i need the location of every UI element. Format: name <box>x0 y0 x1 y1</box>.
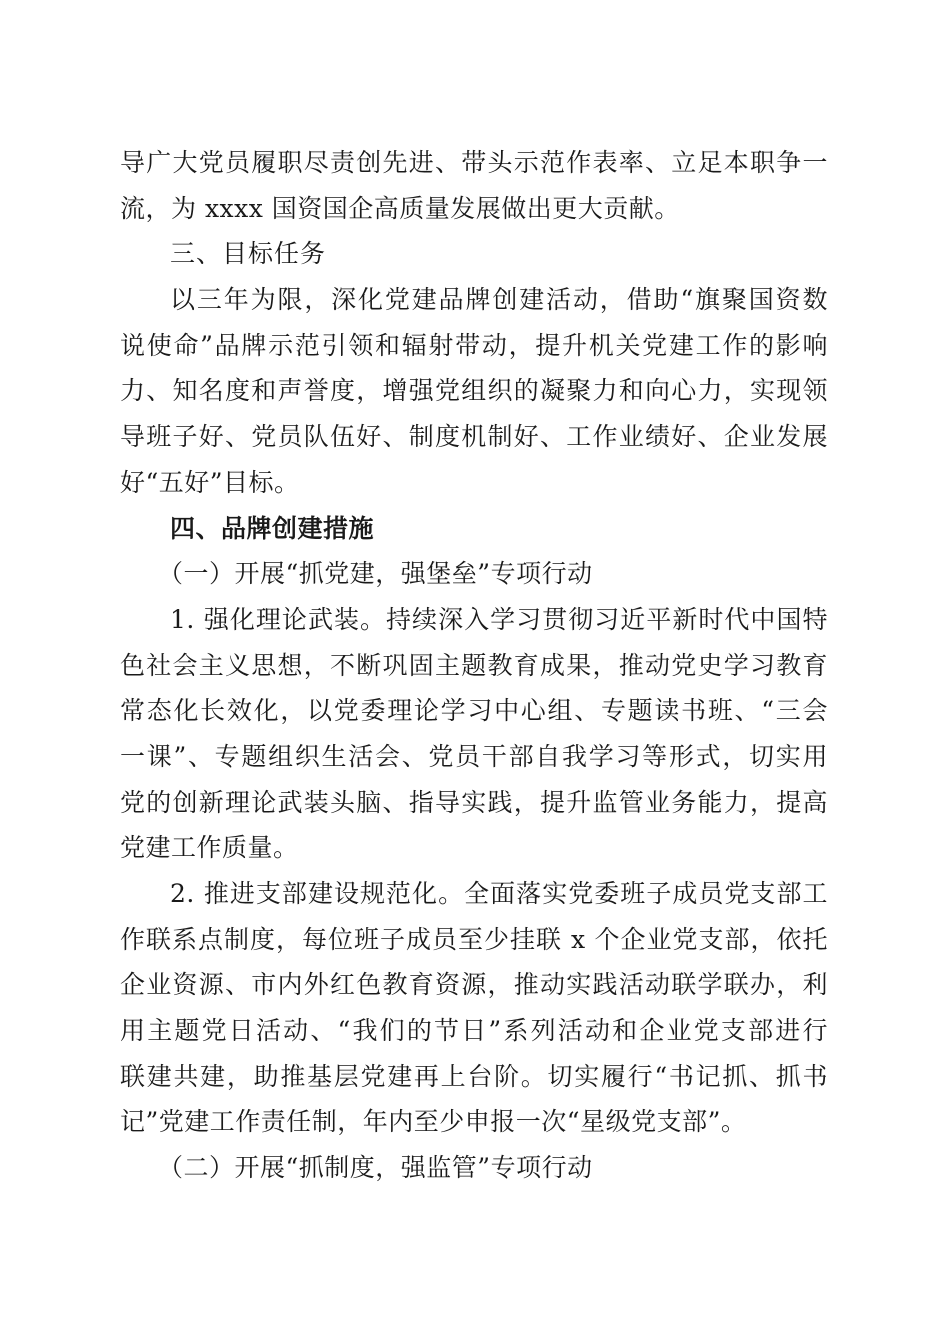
body-text-line: 以三年为限，深化党建品牌创建活动，借助“旗聚国资数 <box>170 285 828 315</box>
body-text-line: 党的创新理论武装头脑、指导实践，提升监管业务能力，提高 <box>120 787 828 817</box>
body-text-line: 流，为 xxxx 国资国企高质量发展做出更大贡献。 <box>120 193 680 223</box>
body-text-line: 好“五好”目标。 <box>120 467 300 497</box>
body-text-line: 联建共建，助推基层党建再上台阶。切实履行“书记抓、抓书 <box>120 1061 828 1091</box>
body-text-line: 导班子好、党员队伍好、制度机制好、工作业绩好、企业发展 <box>120 422 828 452</box>
section-heading-objectives: 三、目标任务 <box>170 239 327 269</box>
body-text-line: 企业资源、市内外红色教育资源，推动实践活动联学联办，利 <box>120 970 828 1000</box>
body-text-line: 用主题党日活动、“我们的节日”系列活动和企业党支部进行 <box>120 1016 828 1046</box>
body-text-line: 记”党建工作责任制，年内至少申报一次“星级党支部”。 <box>120 1107 747 1137</box>
body-text-line: 一课”、专题组织生活会、党员干部自我学习等形式，切实用 <box>120 741 828 771</box>
body-text-line: 导广大党员履职尽责创先进、带头示范作表率、立足本职争一 <box>120 148 828 177</box>
body-text-line: 1. 强化理论武装。持续深入学习贯彻习近平新时代中国特 <box>170 604 828 634</box>
subsection-heading-supervision: （二）开展“抓制度，强监管”专项行动 <box>158 1153 593 1183</box>
body-text-line: 党建工作质量。 <box>120 833 299 863</box>
body-text-line: 作联系点制度，每位班子成员至少挂联 x 个企业党支部，依托 <box>120 924 828 954</box>
document-body <box>120 140 828 1191</box>
subsection-heading-party-building: （一）开展“抓党建，强堡垒”专项行动 <box>158 559 593 589</box>
body-text-line: 力、知名度和声誉度，增强党组织的凝聚力和向心力，实现领 <box>120 376 828 406</box>
section-heading-measures: 四、品牌创建措施 <box>170 513 375 543</box>
body-text-line: 常态化长效化，以党委理论学习中心组、专题读书班、“三会 <box>120 696 828 726</box>
body-text-line: 2. 推进支部建设规范化。全面落实党委班子成员党支部工 <box>170 879 828 908</box>
body-text-line: 色社会主义思想，不断巩固主题教育成果，推动党史学习教育 <box>120 650 828 680</box>
body-text-line: 说使命”品牌示范引领和辐射带动，提升机关党建工作的影响 <box>120 330 828 360</box>
